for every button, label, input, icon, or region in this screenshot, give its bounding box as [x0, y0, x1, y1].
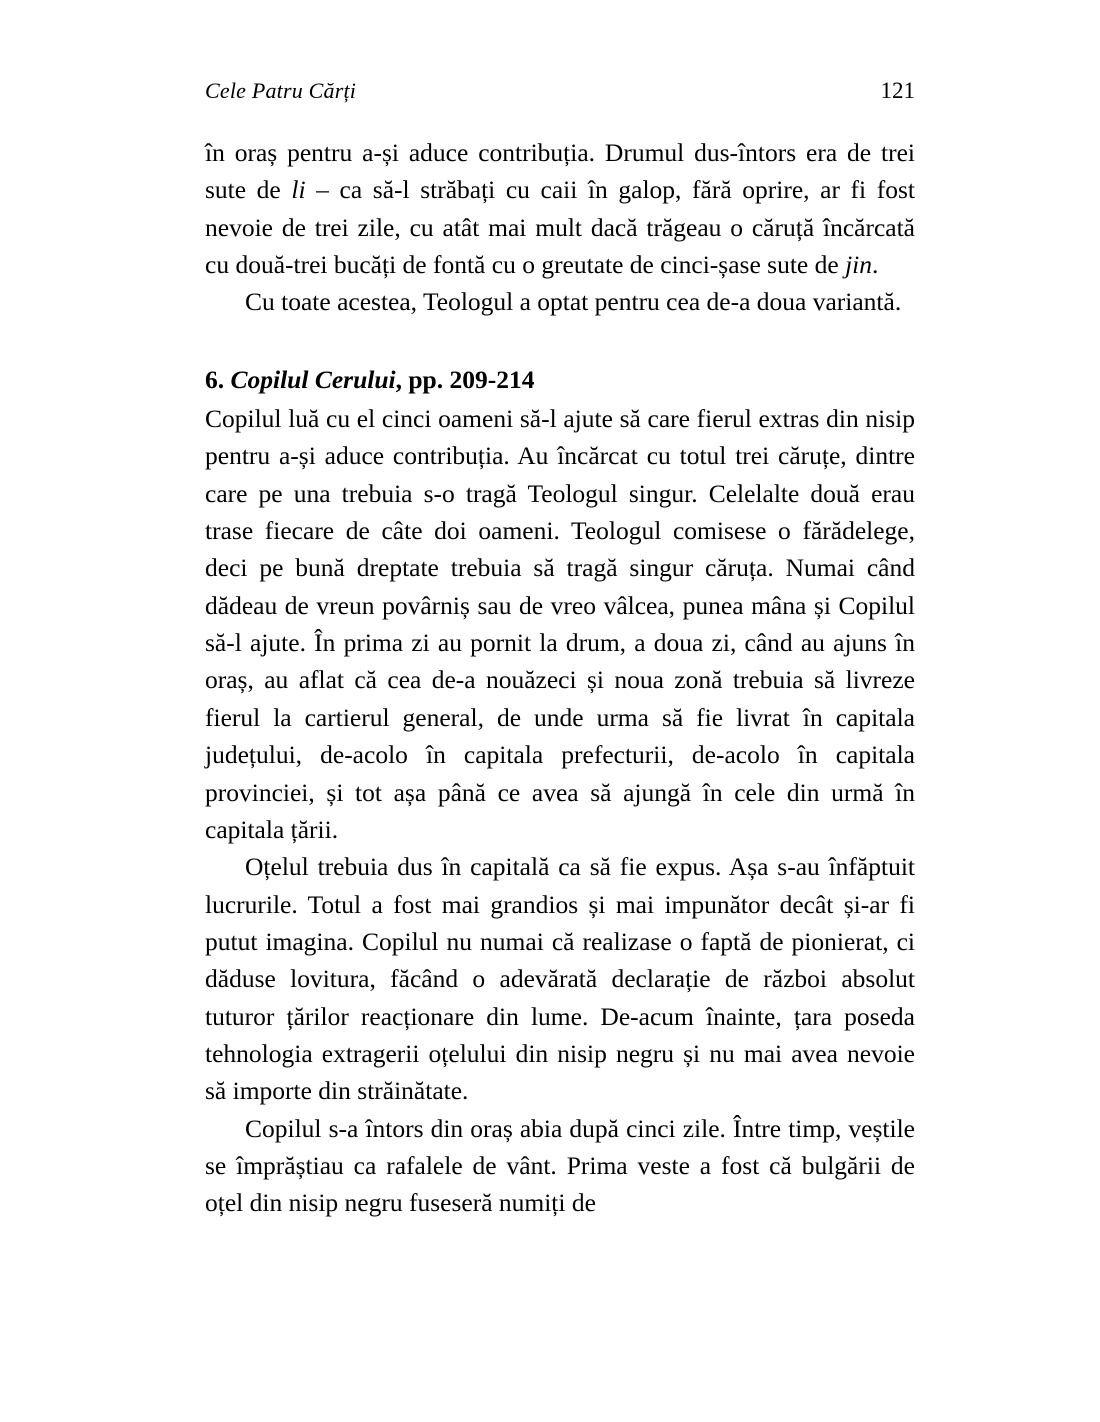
page-content	[205, 78, 915, 1222]
page-number: 121	[880, 78, 915, 103]
section-number: 6.	[205, 364, 225, 394]
section-heading	[205, 361, 915, 398]
paragraph: Copilul s-a întors din oraș abia după cinci zile. Între timp, veștile se împrăștiau ca rafalele de vânt. Prima veste a fost că bulgării de oțel din nisip negru fuseseră numiți de	[205, 1113, 915, 1218]
paragraph: Cu toate acestea, Teologul a optat pentru cea de-a doua variantă.	[245, 287, 902, 317]
section-pages: , pp. 209-214	[395, 364, 535, 394]
running-head-book-title: Cele Patru Cărți	[205, 78, 357, 103]
section-title: Copilul Cerului	[230, 364, 396, 394]
italic-run: jin	[845, 250, 872, 280]
running-head	[205, 78, 915, 104]
paragraph: Oțelul trebuia dus în capitală ca să fie expus. Așa s-au înfăptuit lucrurile. Totul a fost mai grandios și mai impunător decât și-ar fi putut imagina. Copilul nu numai că realizase o faptă de pionierat, ci dăduse lovitura, făcând o adevărată declarație de război absolut tuturor țărilor reacționare din lume. De-acum înainte, țara poseda tehnologia extragerii oțelului din nisip negru și nu mai avea nevoie să importe din străinătate.	[205, 852, 915, 1106]
paragraph: Copilul luă cu el cinci oameni să-l ajute să care fierul extras din nisip pentru a-și aduce contribuția. Au încărcat cu totul trei căruțe, dintre care pe una trebuia s-o tragă Teologul singur. Celelalte două erau trase fiecare de câte doi oameni. Teologul comisese o fărădelege, deci pe bună dreptate trebuia să tragă singur căruța. Numai când dădeau de vreun povârniș sau de vreo vâlcea, punea mâna și Copilul să-l ajute. În prima zi au pornit la drum, a doua zi, când au ajuns în oraș, au aflat că cea de-a nouăzeci și noua zonă trebuia să livreze fierul la cartierul general, de unde urma să fie livrat în capitala județului, de-acolo în capitala prefecturii, de-acolo în capitala provinciei, și tot așa până ce avea să ajungă în cele din urmă în capitala țării.	[205, 404, 915, 844]
italic-run: li	[291, 175, 306, 205]
paragraph: în oraș pentru a-și aduce contribuția. Drumul dus-întors era de trei sute de li – ca să-l străbați cu caii în galop, fără oprire, ar fi fost nevoie de trei zile, cu atât mai mult dacă trăgeau o căruță încărcată cu două-trei bucăți de fontă cu o greutate de cinci-șase sute de jin.	[205, 138, 915, 280]
